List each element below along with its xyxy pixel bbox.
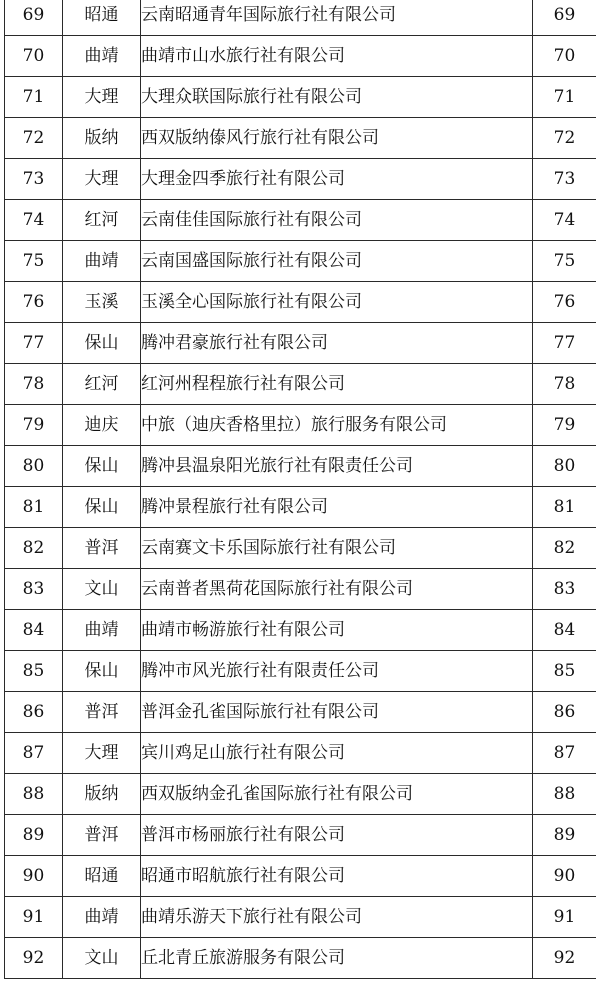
table-row: [5, 610, 597, 651]
row-city-cell: 迪庆: [63, 405, 141, 446]
row-city-cell: 曲靖: [63, 36, 141, 77]
row-agency-name-cell: 曲靖市山水旅行社有限公司: [141, 36, 533, 77]
row-number-cell: 79: [533, 405, 597, 446]
row-number-cell: 86: [533, 692, 597, 733]
row-city-cell: 版纳: [63, 118, 141, 159]
row-number-cell: 82: [533, 528, 597, 569]
row-number-cell: 69: [533, 0, 597, 36]
row-city-cell: 红河: [63, 200, 141, 241]
row-seq-cell: 89: [5, 815, 63, 856]
table-row: [5, 282, 597, 323]
row-seq-cell: 92: [5, 938, 63, 979]
row-seq-cell: 70: [5, 36, 63, 77]
row-agency-name-cell: 云南昭通青年国际旅行社有限公司: [141, 0, 533, 36]
row-number-cell: 70: [533, 36, 597, 77]
row-number-cell: 84: [533, 610, 597, 651]
row-city-cell: 保山: [63, 446, 141, 487]
table-row: [5, 36, 597, 77]
row-city-cell: 普洱: [63, 528, 141, 569]
table-row: [5, 364, 597, 405]
row-city-cell: 曲靖: [63, 241, 141, 282]
row-agency-name-cell: 西双版纳傣风行旅行社有限公司: [141, 118, 533, 159]
row-agency-name-cell: 曲靖乐游天下旅行社有限公司: [141, 897, 533, 938]
table-row: [5, 856, 597, 897]
row-agency-name-cell: 腾冲景程旅行社有限公司: [141, 487, 533, 528]
row-number-cell: 75: [533, 241, 597, 282]
row-seq-cell: 71: [5, 77, 63, 118]
row-agency-name-cell: 丘北青丘旅游服务有限公司: [141, 938, 533, 979]
table-row: [5, 733, 597, 774]
row-city-cell: 普洱: [63, 815, 141, 856]
row-seq-cell: 77: [5, 323, 63, 364]
document-sheet: [4, 0, 596, 984]
row-number-cell: 81: [533, 487, 597, 528]
row-seq-cell: 74: [5, 200, 63, 241]
table-row: [5, 241, 597, 282]
row-city-cell: 玉溪: [63, 282, 141, 323]
row-agency-name-cell: 云南普者黑荷花国际旅行社有限公司: [141, 569, 533, 610]
row-number-cell: 74: [533, 200, 597, 241]
row-seq-cell: 81: [5, 487, 63, 528]
table-row: [5, 118, 597, 159]
row-number-cell: 87: [533, 733, 597, 774]
row-agency-name-cell: 玉溪全心国际旅行社有限公司: [141, 282, 533, 323]
row-city-cell: 红河: [63, 364, 141, 405]
row-number-cell: 92: [533, 938, 597, 979]
table-row: [5, 897, 597, 938]
row-seq-cell: 69: [5, 0, 63, 36]
row-city-cell: 文山: [63, 569, 141, 610]
row-agency-name-cell: 曲靖市畅游旅行社有限公司: [141, 610, 533, 651]
row-agency-name-cell: 云南佳佳国际旅行社有限公司: [141, 200, 533, 241]
row-seq-cell: 76: [5, 282, 63, 323]
table-row: [5, 0, 597, 36]
row-city-cell: 保山: [63, 323, 141, 364]
row-seq-cell: 75: [5, 241, 63, 282]
row-agency-name-cell: 红河州程程旅行社有限公司: [141, 364, 533, 405]
row-city-cell: 保山: [63, 651, 141, 692]
row-city-cell: 普洱: [63, 692, 141, 733]
row-agency-name-cell: 大理众联国际旅行社有限公司: [141, 77, 533, 118]
table-row: [5, 569, 597, 610]
row-city-cell: 昭通: [63, 856, 141, 897]
row-city-cell: 大理: [63, 159, 141, 200]
row-city-cell: 大理: [63, 733, 141, 774]
table-row: [5, 200, 597, 241]
row-number-cell: 77: [533, 323, 597, 364]
table-row: [5, 815, 597, 856]
table-row: [5, 159, 597, 200]
row-agency-name-cell: 宾川鸡足山旅行社有限公司: [141, 733, 533, 774]
row-agency-name-cell: 腾冲市风光旅行社有限责任公司: [141, 651, 533, 692]
row-agency-name-cell: 腾冲君豪旅行社有限公司: [141, 323, 533, 364]
table-row: [5, 651, 597, 692]
row-seq-cell: 82: [5, 528, 63, 569]
row-number-cell: 72: [533, 118, 597, 159]
row-agency-name-cell: 昭通市昭航旅行社有限公司: [141, 856, 533, 897]
row-seq-cell: 90: [5, 856, 63, 897]
row-number-cell: 88: [533, 774, 597, 815]
row-seq-cell: 85: [5, 651, 63, 692]
table-row: [5, 528, 597, 569]
table-row: [5, 692, 597, 733]
row-number-cell: 76: [533, 282, 597, 323]
table-row: [5, 446, 597, 487]
row-number-cell: 78: [533, 364, 597, 405]
travel-agency-table: [4, 0, 596, 979]
row-number-cell: 73: [533, 159, 597, 200]
row-seq-cell: 86: [5, 692, 63, 733]
row-agency-name-cell: 中旅（迪庆香格里拉）旅行服务有限公司: [141, 405, 533, 446]
row-seq-cell: 79: [5, 405, 63, 446]
row-number-cell: 85: [533, 651, 597, 692]
row-agency-name-cell: 普洱市杨丽旅行社有限公司: [141, 815, 533, 856]
table-row: [5, 774, 597, 815]
row-city-cell: 文山: [63, 938, 141, 979]
row-seq-cell: 83: [5, 569, 63, 610]
row-city-cell: 曲靖: [63, 897, 141, 938]
row-city-cell: 昭通: [63, 0, 141, 36]
row-city-cell: 曲靖: [63, 610, 141, 651]
row-agency-name-cell: 普洱金孔雀国际旅行社有限公司: [141, 692, 533, 733]
row-seq-cell: 73: [5, 159, 63, 200]
table-row: [5, 77, 597, 118]
row-number-cell: 71: [533, 77, 597, 118]
row-city-cell: 大理: [63, 77, 141, 118]
row-number-cell: 83: [533, 569, 597, 610]
row-city-cell: 版纳: [63, 774, 141, 815]
row-seq-cell: 80: [5, 446, 63, 487]
table-row: [5, 938, 597, 979]
row-seq-cell: 91: [5, 897, 63, 938]
row-number-cell: 91: [533, 897, 597, 938]
row-seq-cell: 87: [5, 733, 63, 774]
table-row: [5, 323, 597, 364]
table-row: [5, 405, 597, 446]
row-agency-name-cell: 西双版纳金孔雀国际旅行社有限公司: [141, 774, 533, 815]
row-number-cell: 80: [533, 446, 597, 487]
row-city-cell: 保山: [63, 487, 141, 528]
row-seq-cell: 88: [5, 774, 63, 815]
row-number-cell: 89: [533, 815, 597, 856]
row-agency-name-cell: 腾冲县温泉阳光旅行社有限责任公司: [141, 446, 533, 487]
row-agency-name-cell: 云南国盛国际旅行社有限公司: [141, 241, 533, 282]
row-seq-cell: 72: [5, 118, 63, 159]
table-row: [5, 487, 597, 528]
table-body: [5, 0, 597, 979]
row-agency-name-cell: 大理金四季旅行社有限公司: [141, 159, 533, 200]
row-seq-cell: 84: [5, 610, 63, 651]
row-number-cell: 90: [533, 856, 597, 897]
row-agency-name-cell: 云南赛文卡乐国际旅行社有限公司: [141, 528, 533, 569]
row-seq-cell: 78: [5, 364, 63, 405]
